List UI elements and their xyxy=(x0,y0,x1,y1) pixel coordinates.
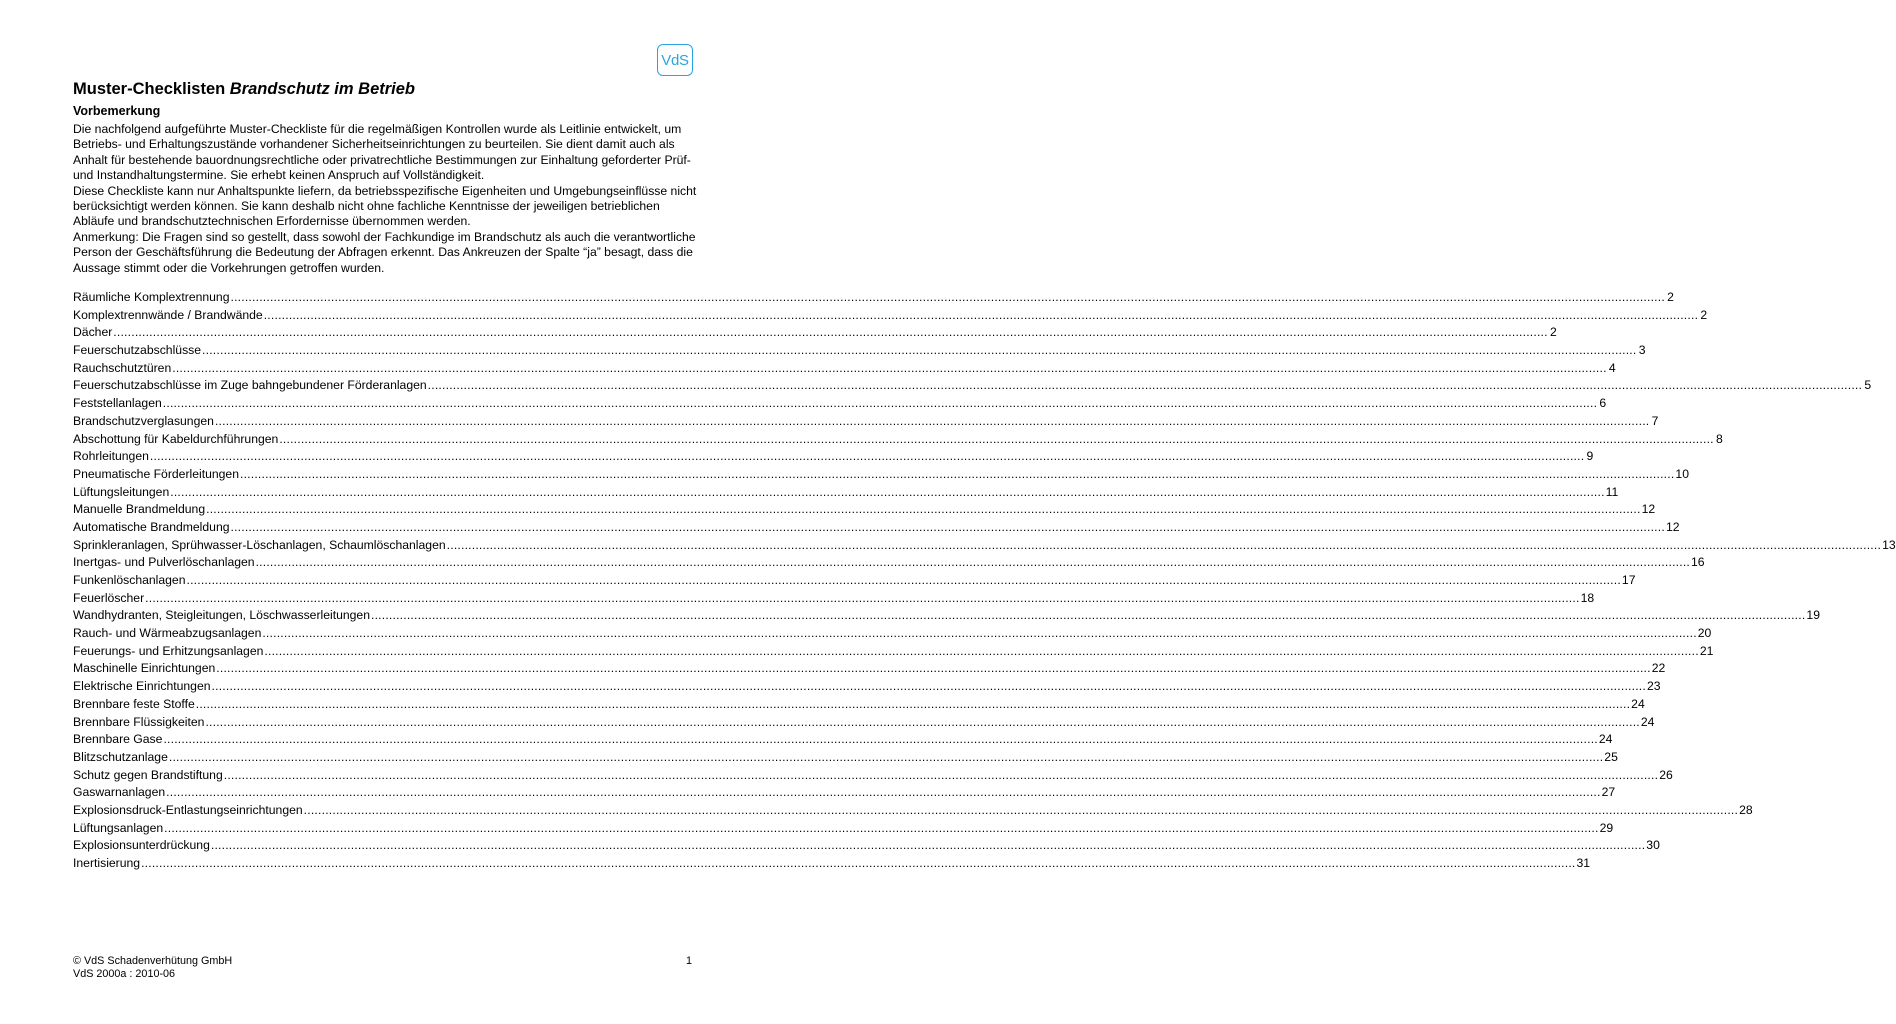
toc-dot-leader: ................................................................................................................................................................................................................................................................................................................................................................................................................ xyxy=(186,573,1621,587)
toc-entry[interactable] xyxy=(73,448,1594,466)
toc-entry[interactable] xyxy=(73,537,1896,555)
toc-entry-title: Brandschutzverglasungen xyxy=(73,413,214,428)
toc-entry-page: 27 xyxy=(1601,785,1616,800)
toc-entry-title: Rauchschutztüren xyxy=(73,360,172,375)
toc-entry[interactable] xyxy=(73,714,1655,732)
title-plain: Muster-Checklisten xyxy=(73,80,230,98)
toc-entry-page: 12 xyxy=(1665,519,1680,534)
toc-entry-title: Manuelle Brandmeldung xyxy=(73,502,206,517)
toc-entry-title: Abschottung für Kabeldurchführungen xyxy=(73,431,279,446)
toc-entry-title: Räumliche Komplextrennung xyxy=(73,290,230,304)
title-italic: Brandschutz im Betrieb xyxy=(229,80,415,98)
toc-entry-title: Feststellanlagen xyxy=(73,396,162,411)
toc-dot-leader: ................................................................................................................................................................................................................................................................................................................................................................................................................ xyxy=(370,608,1806,623)
toc-dot-leader: ................................................................................................................................................................................................................................................................................................................................................................................................................ xyxy=(255,555,1691,570)
toc-dot-leader: ................................................................................................................................................................................................................................................................................................................................................................................................................ xyxy=(230,290,1665,304)
toc-entry[interactable] xyxy=(73,413,1659,431)
toc-entry[interactable] xyxy=(73,431,1723,449)
toc-entry-page: 30 xyxy=(1646,838,1660,853)
toc-entry-page: 5 xyxy=(1864,378,1872,393)
toc-dot-leader: ................................................................................................................................................................................................................................................................................................................................................................................................................ xyxy=(170,484,1605,499)
toc-dot-leader: ................................................................................................................................................................................................................................................................................................................................................................................................................ xyxy=(262,626,1697,641)
toc-entry-page: 4 xyxy=(1608,360,1616,375)
toc-entry[interactable] xyxy=(73,484,1619,502)
toc-entry-page: 2 xyxy=(1667,290,1674,304)
toc-dot-leader: ................................................................................................................................................................................................................................................................................................................................................................................................................ xyxy=(163,732,1598,747)
toc-entry-page: 29 xyxy=(1599,820,1614,835)
toc-dot-leader: ................................................................................................................................................................................................................................................................................................................................................................................................................ xyxy=(145,590,1580,605)
toc-entry-title: Automatische Brandmeldung xyxy=(73,519,230,534)
toc-entry[interactable] xyxy=(73,590,1595,608)
toc-dot-leader: ................................................................................................................................................................................................................................................................................................................................................................................................................ xyxy=(168,749,1604,764)
toc-dot-leader: ................................................................................................................................................................................................................................................................................................................................................................................................................ xyxy=(141,856,1576,870)
toc-entry-title: Brennbare Flüssigkeiten xyxy=(73,714,205,729)
toc-dot-leader: ................................................................................................................................................................................................................................................................................................................................................................................................................ xyxy=(239,466,1675,481)
toc-entry-title: Dächer xyxy=(73,325,113,340)
toc-dot-leader: ................................................................................................................................................................................................................................................................................................................................................................................................................ xyxy=(230,519,1665,534)
section-heading: Vorbemerkung xyxy=(73,104,161,118)
toc-entry[interactable] xyxy=(73,837,1660,855)
toc-entry[interactable] xyxy=(73,625,1712,643)
footer-doc-id: VdS 2000a : 2010-06 xyxy=(73,968,176,980)
toc-entry-title: Maschinelle Einrichtungen xyxy=(73,661,216,676)
toc-dot-leader: ................................................................................................................................................................................................................................................................................................................................................................................................................ xyxy=(210,838,1646,853)
toc-entry[interactable] xyxy=(73,324,1557,342)
intro-text xyxy=(73,122,698,276)
toc-entry-title: Brennbare Gase xyxy=(73,732,163,747)
toc-entry-title: Komplextrennwände / Brandwände xyxy=(73,307,263,322)
toc-entry-title: Elektrische Einrichtungen xyxy=(73,679,211,694)
toc-entry[interactable] xyxy=(73,377,1872,395)
footer-page-number: 1 xyxy=(686,955,693,967)
toc-entry[interactable] xyxy=(73,607,1820,625)
toc-entry[interactable] xyxy=(73,501,1656,519)
toc-entry[interactable] xyxy=(73,519,1680,537)
toc-entry[interactable] xyxy=(73,731,1613,749)
toc-dot-leader: ................................................................................................................................................................................................................................................................................................................................................................................................................ xyxy=(164,820,1599,835)
toc-dot-leader: ................................................................................................................................................................................................................................................................................................................................................................................................................ xyxy=(172,360,1607,375)
toc-entry-page: 24 xyxy=(1631,696,1645,711)
toc-dot-leader: ................................................................................................................................................................................................................................................................................................................................................................................................................ xyxy=(205,714,1640,729)
toc-dot-leader: ................................................................................................................................................................................................................................................................................................................................................................................................................ xyxy=(223,767,1659,782)
toc-dot-leader: ................................................................................................................................................................................................................................................................................................................................................................................................................ xyxy=(166,785,1601,800)
toc-entry-title: Explosionsdruck-Entlastungseinrichtungen xyxy=(73,802,303,817)
toc-entry-page: 19 xyxy=(1806,608,1820,623)
toc-dot-leader: ................................................................................................................................................................................................................................................................................................................................................................................................................ xyxy=(113,325,1548,340)
toc-entry[interactable] xyxy=(73,360,1616,378)
table-of-contents xyxy=(73,289,1896,873)
toc-entry-title: Inertgas- und Pulverlöschanlagen xyxy=(73,555,255,570)
toc-entry-page: 8 xyxy=(1715,431,1723,446)
toc-entry[interactable] xyxy=(73,466,1689,484)
toc-dot-leader: ................................................................................................................................................................................................................................................................................................................................................................................................................ xyxy=(211,679,1646,694)
toc-entry-page: 22 xyxy=(1651,661,1666,676)
toc-dot-leader: ................................................................................................................................................................................................................................................................................................................................................................................................................ xyxy=(214,413,1650,428)
toc-entry-title: Brennbare feste Stoffe xyxy=(73,696,195,711)
toc-entry-page: 9 xyxy=(1586,449,1594,464)
toc-entry[interactable] xyxy=(73,307,1708,325)
intro-paragraph: Diese Checkliste kann nur Anhaltspunkte liefern, da betriebsspezifische Eigenheiten und Umgebungseinflüsse nicht berücksichtigt werden können. Sie kann deshalb nicht ohne fachliche Kenntnisse der jeweiligen betrieblichen Abläufe und brandschutztechnischen Erfordernisse übernommen werden. xyxy=(73,183,697,229)
toc-entry-page: 2 xyxy=(1549,325,1557,340)
toc-entry-title: Rohrleitungen xyxy=(73,449,149,464)
toc-entry-page: 26 xyxy=(1659,767,1673,782)
toc-entry-page: 25 xyxy=(1604,749,1618,764)
toc-entry-title: Blitzschutzanlage xyxy=(73,749,168,764)
toc-entry[interactable] xyxy=(73,643,1714,661)
toc-entry-title: Sprinkleranlagen, Sprühwasser-Löschanlagen, Schaumlöschanlagen xyxy=(73,537,446,552)
toc-entry-page: 24 xyxy=(1640,714,1655,729)
toc-entry-title: Wandhydranten, Steigleitungen, Löschwasserleitungen xyxy=(73,608,370,623)
toc-entry-page: 21 xyxy=(1699,643,1714,658)
toc-entry[interactable] xyxy=(73,696,1645,714)
toc-dot-leader: ................................................................................................................................................................................................................................................................................................................................................................................................................ xyxy=(263,307,1699,322)
toc-entry[interactable] xyxy=(73,554,1705,572)
toc-entry-title: Gaswarnanlagen xyxy=(73,785,166,800)
toc-entry-page: 13 xyxy=(1882,537,1896,552)
toc-entry[interactable] xyxy=(73,855,1591,873)
toc-entry-page: 20 xyxy=(1697,626,1712,641)
toc-entry-page: 3 xyxy=(1638,343,1646,358)
toc-entry[interactable] xyxy=(73,784,1616,802)
toc-dot-leader: ................................................................................................................................................................................................................................................................................................................................................................................................................ xyxy=(303,802,1739,817)
page-title xyxy=(73,80,415,99)
toc-dot-leader: ................................................................................................................................................................................................................................................................................................................................................................................................................ xyxy=(206,502,1641,517)
toc-entry-page: 2 xyxy=(1700,307,1708,322)
toc-dot-leader: ................................................................................................................................................................................................................................................................................................................................................................................................................ xyxy=(195,696,1631,711)
toc-entry-title: Feuerungs- und Erhitzungsanlagen xyxy=(73,643,264,658)
toc-entry[interactable] xyxy=(73,572,1636,590)
toc-entry[interactable] xyxy=(73,802,1753,820)
toc-entry-title: Feuerschutzabschlüsse im Zuge bahngebundener Förderanlagen xyxy=(73,378,427,393)
toc-entry-page: 18 xyxy=(1580,590,1595,605)
toc-dot-leader: ................................................................................................................................................................................................................................................................................................................................................................................................................ xyxy=(264,643,1699,658)
toc-entry-title: Explosionsunterdrückung xyxy=(73,838,210,853)
toc-entry[interactable] xyxy=(73,678,1661,696)
toc-entry[interactable] xyxy=(73,767,1673,785)
toc-entry-title: Schutz gegen Brandstiftung xyxy=(73,767,223,782)
toc-dot-leader: ................................................................................................................................................................................................................................................................................................................................................................................................................ xyxy=(216,661,1651,676)
toc-entry-title: Lüftungsleitungen xyxy=(73,484,170,499)
toc-entry[interactable] xyxy=(73,289,1674,307)
toc-entry-page: 28 xyxy=(1739,802,1753,817)
toc-entry-title: Rauch- und Wärmeabzugsanlagen xyxy=(73,626,262,641)
toc-entry-page: 7 xyxy=(1651,413,1659,428)
toc-dot-leader: ................................................................................................................................................................................................................................................................................................................................................................................................................ xyxy=(446,537,1882,552)
intro-paragraph: Die nachfolgend aufgeführte Muster-Checkliste für die regelmäßigen Kontrollen wurde als Leitlinie entwickelt, um Betriebs- und Erhaltungszustände vorhandener Sicherheitseinrichtungen zu beurteilen. Sie dient damit auch als Anhalt für bestehende bauordnungsrechtliche oder privatrechtliche Bestimmungen zur Einhaltung geforderter Prüf- und Instandhaltungstermine. Sie erhebt keinen Anspruch auf Vollständigkeit. xyxy=(73,122,691,183)
toc-entry-title: Funkenlöschanlagen xyxy=(73,573,186,587)
intro-paragraph: Anmerkung: Die Fragen sind so gestellt, dass sowohl der Fachkundige im Brandschutz als auch die verantwortliche Person der Geschäftsführung die Bedeutung der Abfragen erkennt. Das Ankreuzen der Spalte “ja” besagt, dass die Aussage stimmt oder die Vorkehrungen getroffen wurden. xyxy=(73,229,696,275)
toc-entry-page: 6 xyxy=(1599,396,1607,411)
toc-dot-leader: ................................................................................................................................................................................................................................................................................................................................................................................................................ xyxy=(279,431,1714,446)
toc-entry-title: Feuerschutzabschlüsse xyxy=(73,343,202,358)
toc-entry-page: 11 xyxy=(1605,484,1619,499)
toc-dot-leader: ................................................................................................................................................................................................................................................................................................................................................................................................................ xyxy=(162,396,1598,411)
toc-entry-page: 16 xyxy=(1691,555,1705,570)
vds-logo: VdS xyxy=(657,44,693,76)
toc-entry-page: 12 xyxy=(1641,502,1656,517)
toc-entry-page: 17 xyxy=(1621,573,1636,587)
toc-dot-leader: ................................................................................................................................................................................................................................................................................................................................................................................................................ xyxy=(427,378,1863,393)
toc-entry-page: 24 xyxy=(1598,732,1613,747)
toc-entry-page: 10 xyxy=(1675,466,1689,481)
toc-entry[interactable] xyxy=(73,660,1666,678)
toc-entry-title: Pneumatische Förderleitungen xyxy=(73,466,239,481)
toc-entry-title: Feuerlöscher xyxy=(73,590,145,605)
toc-entry-title: Lüftungsanlagen xyxy=(73,820,164,835)
toc-entry[interactable] xyxy=(73,395,1607,413)
footer-copyright: © VdS Schadenverhütung GmbH xyxy=(73,955,233,967)
toc-entry[interactable] xyxy=(73,342,1646,360)
toc-dot-leader: ................................................................................................................................................................................................................................................................................................................................................................................................................ xyxy=(202,343,1637,358)
toc-dot-leader: ................................................................................................................................................................................................................................................................................................................................................................................................................ xyxy=(149,449,1585,464)
toc-entry[interactable] xyxy=(73,749,1618,767)
toc-entry-title: Inertisierung xyxy=(73,856,141,870)
footer xyxy=(73,955,232,981)
toc-entry-page: 23 xyxy=(1646,679,1661,694)
toc-entry[interactable] xyxy=(73,820,1614,838)
toc-entry-page: 31 xyxy=(1576,856,1591,870)
